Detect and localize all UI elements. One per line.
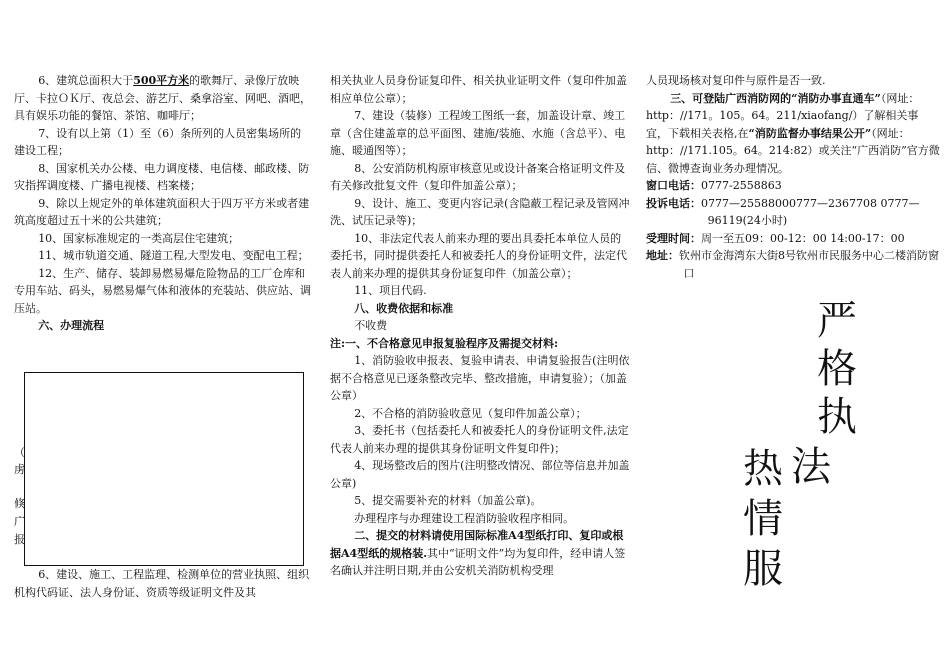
item-7: 7、设有以上第（1）至（6）条所列的人员密集场所的建设工程； — [14, 126, 302, 157]
text-fragment: （ — [14, 446, 25, 459]
text-fragment: 虏 — [14, 463, 25, 476]
item-8: 8、国家机关办公楼、电力调度楼、电信楼、邮政楼、防灾指挥调度楼、广播电视楼、档案楼； — [14, 161, 310, 192]
service-hours: 受理时间：周一至五09：00-12：00 14:00-17：00 — [646, 231, 905, 245]
slogan-char: 服 — [743, 546, 783, 592]
section-8-heading: 八、收费依据和标准 — [354, 301, 454, 315]
material-9: 9、设计、施工、变更内容记录(含隐蔽工程记录及管网冲洗、试压记录等)； — [330, 196, 630, 227]
material-10: 10、非法定代表人前来办理的要出具委托本单位人员的委托书，同时提供委托人和被委托人的身份证明文件，法定代表人前来办理的提供其身份证复印件（加盖公章）； — [330, 231, 627, 280]
slogan-char: 情 — [743, 496, 783, 542]
note-3: 三、可登陆广西消防网的“消防办事直通车”（网址：http：//171。105。64。211/xiaofang/）了解相关事宜，下载相关表格,在“消防监督办事结果公开”（网址：http：//171.105。64。214:82）或关注“广西消防”官方微信、微博查询业务办理情况。 — [646, 91, 940, 175]
item-11: 11、城市轨道交通、隧道工程,大型发电、变配电工程； — [38, 249, 309, 262]
address: 地址：钦州市金海湾东大街8号钦州市民服务中心二楼消防窗口 — [646, 249, 939, 280]
window-phone: 窗口电话：0777-2558863 — [646, 179, 782, 192]
note-item-3: 3、委托书（包括委托人和被委托人的身份证明文件,法定代表人前来办理的提供其身份证明文件复印件)； — [330, 424, 629, 455]
area-threshold: 500平方米 — [133, 74, 190, 87]
note-2-continued: 人员现场核对复印件与原件是否一致. — [646, 74, 826, 87]
procedure-note: 办理程序与办理建设工程消防验收程序相同。 — [354, 511, 575, 525]
column-1-bottom — [14, 566, 312, 601]
column-3 — [646, 72, 940, 282]
note-item-1: 1、消防验收申报表、复验申请表、申请复验报告(注明依据不合格意见已逐条整改完毕、整改措施，申请复验）；（加盖公章） — [330, 354, 630, 402]
text-fragment: 广 — [14, 515, 25, 528]
text-fragment: 倏 — [14, 497, 25, 510]
process-flowchart-box — [24, 372, 304, 566]
complaint-phone: 投诉电话：0777—25588000777—2367708 0777—96119(24小时) — [646, 196, 920, 227]
note-item-5: 5、提交需要补充的材料（加盖公章)。 — [354, 494, 542, 507]
text-fragment: 报 — [14, 533, 25, 546]
slogan-char: 热 — [743, 446, 783, 492]
slogan-char: 执 — [817, 394, 857, 440]
slogan-char: 法 — [791, 444, 831, 490]
slogan-char: 格 — [817, 346, 857, 392]
slogan-char: 严 — [817, 298, 857, 344]
item-10: 10、国家标准规定的一类高层住宅建筑； — [38, 231, 240, 245]
material-7: 7、建设（装修）工程竣工图纸一套，加盖设计章、竣工章（含住建盖章的总平面图、建施/装施、水施（含总平）、电施、暖通图等）； — [330, 109, 626, 157]
column-1 — [14, 72, 312, 335]
note-item-2: 2、不合格的消防验收意见（复印件加盖公章）； — [354, 406, 587, 420]
material-6-continued: 相关执业人员身份证复印件、相关执业证明文件（复印件加盖相应单位公章）； — [330, 74, 627, 105]
item-9: 9、除以上规定外的单体建筑面积大于四万平方米或者建筑高度超过五十米的公共建筑； — [14, 196, 310, 227]
note-heading: 注:一、不合格意见申报复验程序及需提交材料: — [330, 336, 559, 350]
item-12: 12、生产、储存、装卸易燃易爆危险物品的工厂仓库和专用车站、码头，易燃易爆气体和液体的充装站、供应站、调压站。 — [14, 266, 311, 315]
note-2: 二、提交的材料请使用国际标准A4型纸打印、复印或根据A4型纸的规格装.其中“证明文件”均为复印件，经申请人签名确认并注明日期,并由公安机关消防机构受理 — [330, 529, 626, 577]
material-8: 8、公安消防机构原审核意见或设计备案合格证明文件及有关修改批复文件（复印件加盖公章）； — [330, 161, 626, 192]
material-6: 6、建设、施工、工程监理、检测单位的营业执照、组织机构代码证、法人身份证、资质等级证明文件及其 — [14, 568, 310, 599]
item-6-entertainment: 6、建筑总面积大于500平方米的歌舞厅、录像厅放映厅、卡拉ＯＫ厅、夜总会、游艺厅、桑拿浴室、网吧、酒吧，具有娱乐功能的餐馆、茶馆、咖啡厅； — [14, 74, 311, 122]
material-11: 11、项目代码. — [354, 284, 427, 297]
fee-text: 不收费 — [354, 319, 388, 332]
section-6-heading: 六、办理流程 — [38, 319, 105, 332]
note-item-4: 4、现场整改后的图片(注明整改情况、部位等信息并加盖公章) — [330, 459, 630, 490]
column-2 — [330, 72, 630, 580]
